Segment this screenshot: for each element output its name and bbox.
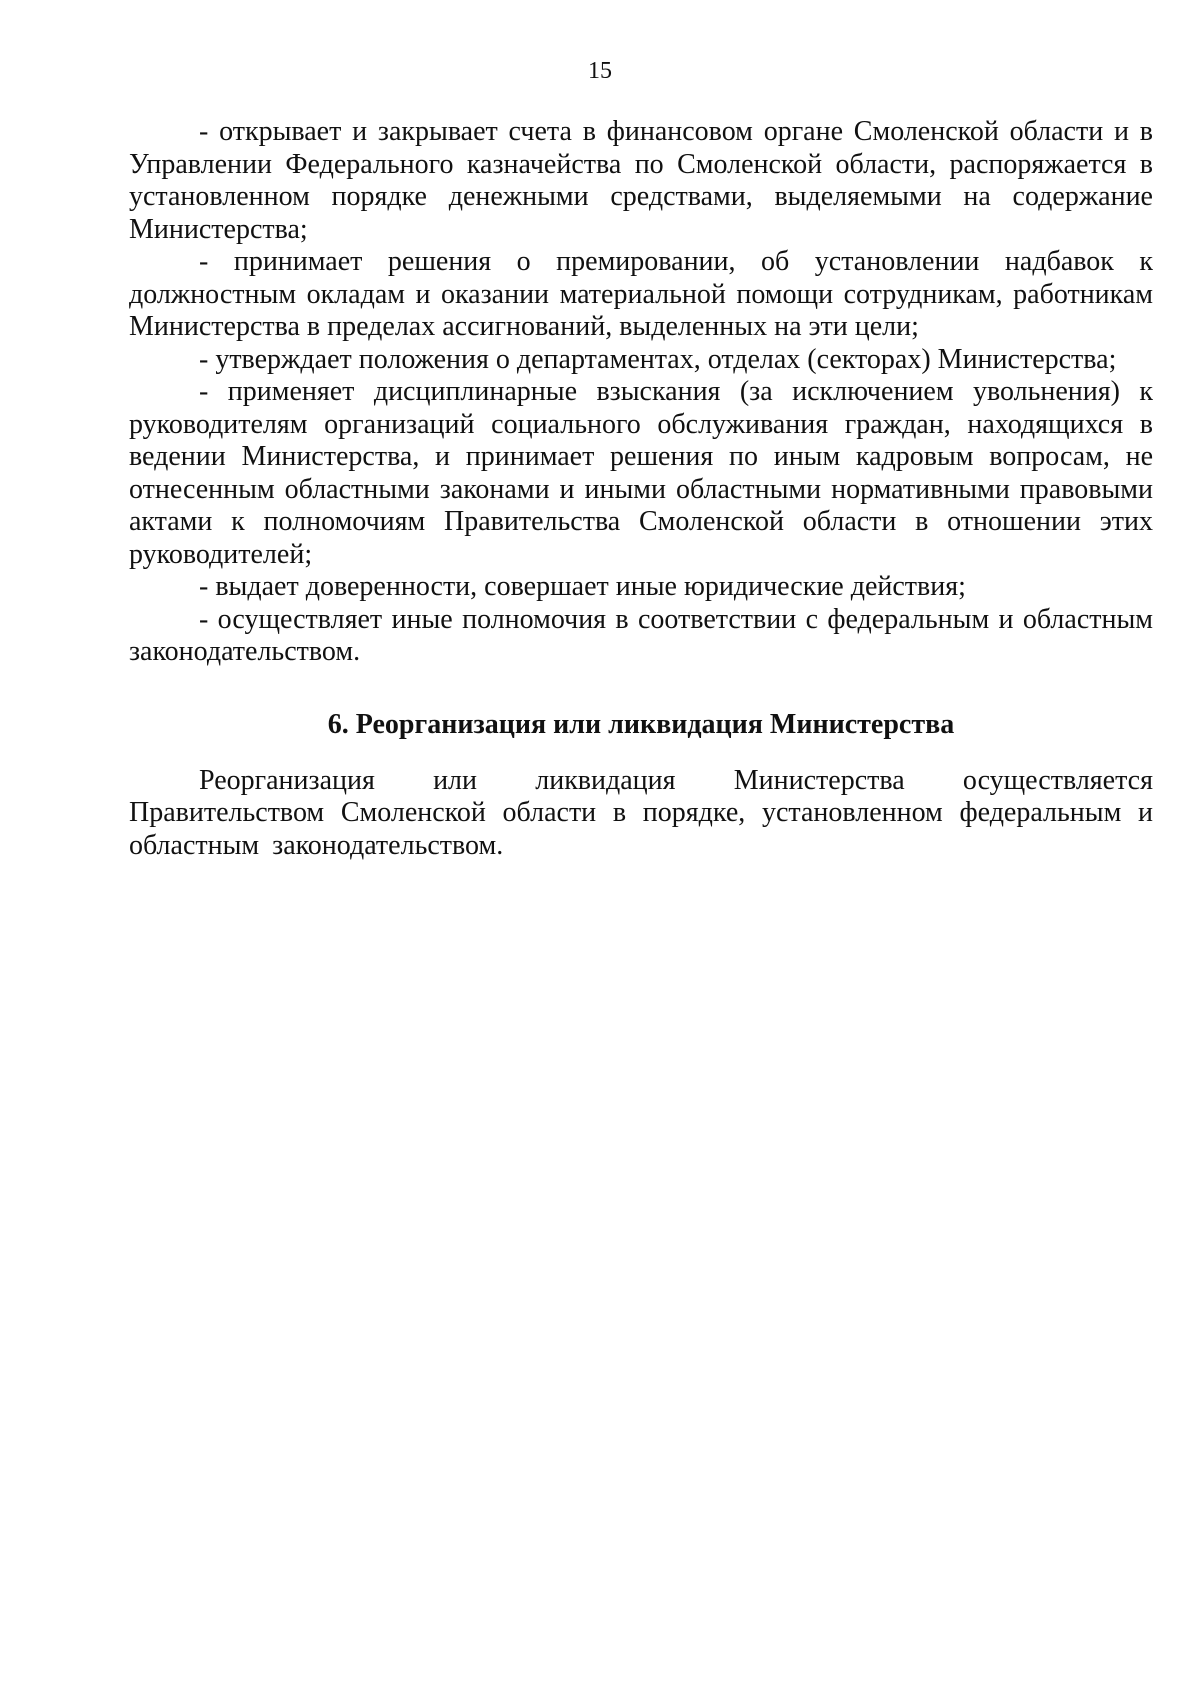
document-body — [129, 116, 1153, 862]
page-number: 15 — [588, 58, 612, 84]
section-body: Реорганизация или ликвидация Министерства осуществляется Правительством Смоленской области в порядке, установленном федеральным и областным законодательством. — [129, 764, 1153, 861]
paragraph-other-powers: - осуществляет иные полномочия в соответствии с федеральным и областным законодательством. — [129, 603, 1153, 667]
paragraph-regulations: - утверждает положения о департаментах, отделах (секторах) Министерства; — [199, 343, 1117, 375]
paragraph-accounts: - открывает и закрывает счета в финансовом органе Смоленской области и в Управлении Федерального казначейства по Смоленской области, распоряжается в установленном порядке денежными средствами, выделяемыми на содержание Министерства; — [129, 116, 1153, 245]
section-heading: 6. Реорганизация или ликвидация Министерства — [327, 708, 955, 740]
paragraph-disciplinary: - применяет дисциплинарные взыскания (за исключением увольнения) к руководителям организаций социального обслуживания граждан, находящихся в ведении Министерства, и принимает решения по иным кадровым вопросам, не отнесенным областными законами и иными областными нормативными правовыми актами к полномочиям Правительства Смоленской области в отношении этих руководителей; — [129, 376, 1153, 570]
paragraph-bonuses: - принимает решения о премировании, об установлении надбавок к должностным окладам и оказании материальной помощи сотрудникам, работникам Министерства в пределах ассигнований, выделенных на эти цели; — [129, 246, 1153, 342]
paragraph-power-of-attorney: - выдает доверенности, совершает иные юридические действия; — [199, 571, 966, 602]
